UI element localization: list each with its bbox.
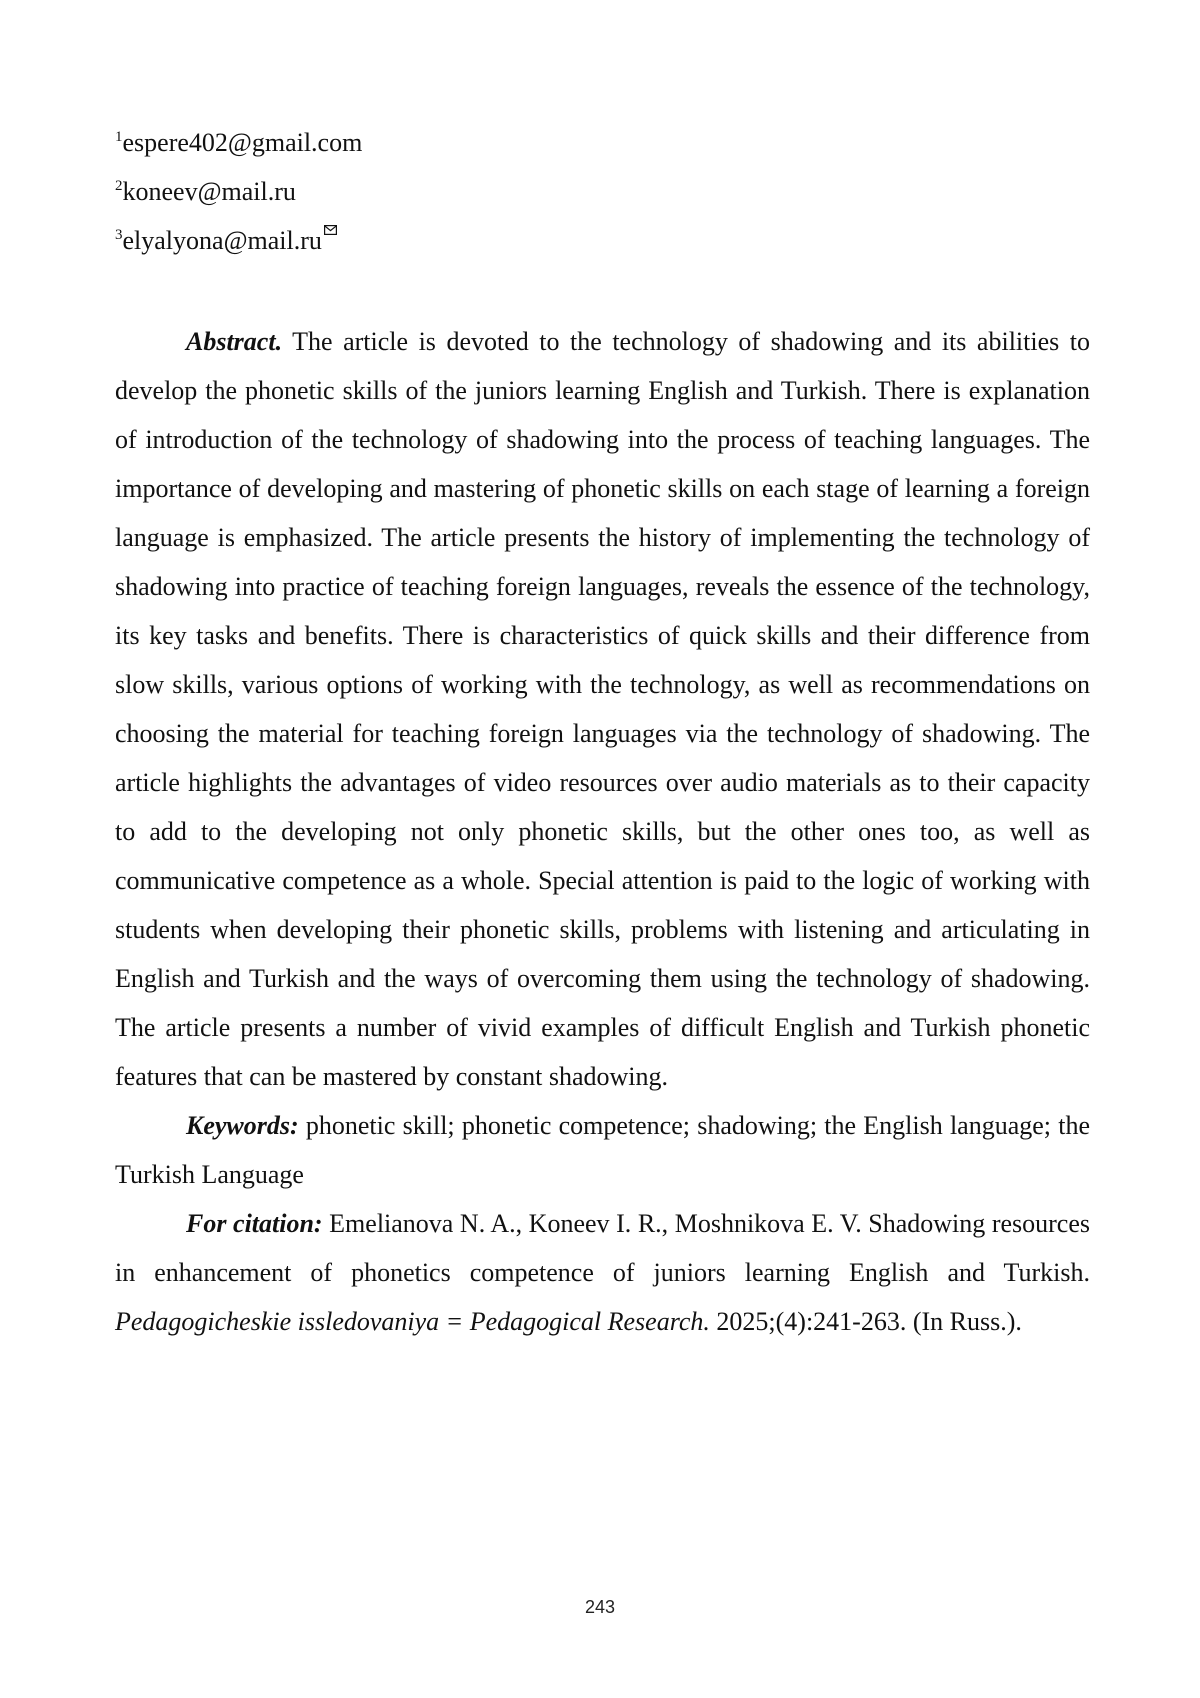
affiliation-marker-1: 1 <box>115 129 123 145</box>
citation-paragraph <box>115 1199 1090 1346</box>
envelope-icon <box>324 225 337 235</box>
email-line-2 <box>115 167 715 216</box>
abstract-text: The article is devoted to the technology of shadowing and its abilities to develop the phonetic skills of the juniors learning English and Turkish. There is explanation of introduction of the technology of shadowing into the process of teaching languages. The importance of developing and mastering of phonetic skills on each stage of learning a foreign language is emphasized. The article presents the history of implementing the technology of shadowing into practice of teaching foreign languages, reveals the essence of the technology, its key tasks and benefits. There is characteristics of quick skills and their difference from slow skills, various options of working with the technology, as well as recommendations on choosing the material for teaching foreign languages via the technology of shadowing. The article highlights the advantages of video resources over audio materials as to their capacity to add to the developing not only phonetic skills, but the other ones too, as well as communicative competence as a whole. Special attention is paid to the logic of working with students when developing their phonetic skills, problems with listening and articulating in English and Turkish and the ways of overcoming them using the technology of shadowing. The article presents a number of vivid examples of difficult English and Turkish phonetic features that can be mastered by constant shadowing. <box>115 327 1090 1091</box>
keywords-label: Keywords: <box>186 1111 299 1140</box>
affiliation-marker-3: 3 <box>115 227 123 243</box>
abstract-label: Abstract. <box>186 327 283 356</box>
abstract-paragraph <box>115 317 1090 1101</box>
email-line-3 <box>115 216 715 265</box>
citation-journal: Pedagogicheskie issledovaniya = Pedagogical Research. <box>115 1307 710 1336</box>
keywords-text: phonetic skill; phonetic competence; shadowing; the English language; the Turkish Language <box>115 1111 1090 1189</box>
author-email-1[interactable]: espere402@gmail.com <box>122 128 363 157</box>
article-front-matter <box>115 317 1090 1346</box>
affiliation-marker-2: 2 <box>115 178 123 194</box>
email-line-1 <box>115 118 715 167</box>
citation-issue: 2025;(4):241-263. (In Russ.). <box>716 1307 1022 1336</box>
citation-label: For citation: <box>186 1209 323 1238</box>
page-number: 243 <box>584 1597 616 1617</box>
citation-text: Emelianova N. A., Koneev I. R., Moshnikova E. V. Shadowing resources in enhancement of phonetics competence of juniors learning English and Turkish. <box>115 1209 1091 1287</box>
author-email-3[interactable]: elyalyona@mail.ru <box>122 226 322 255</box>
author-email-2[interactable]: koneev@mail.ru <box>122 177 296 206</box>
author-emails <box>115 118 715 265</box>
keywords-paragraph <box>115 1101 1090 1199</box>
